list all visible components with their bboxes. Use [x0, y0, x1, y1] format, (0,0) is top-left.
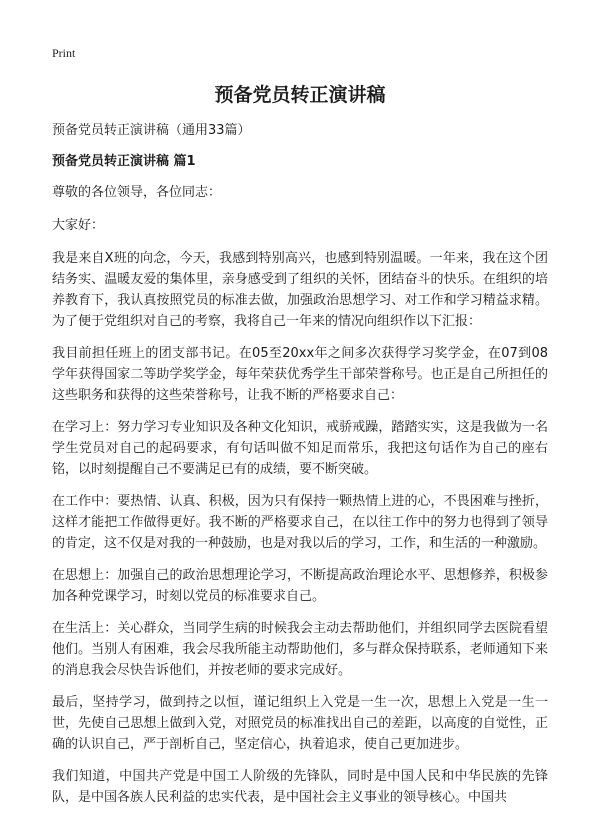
- paragraph: 我是来自X班的向念，今天，我感到特别高兴，也感到特别温暖。一年来，我在这个团结务实、温暖友爱的集体里，亲身感受到了组织的关怀，团结奋斗的快乐。在组织的培养教育下，我认真按照党员的标准去做，加强政治思想学习、对工作和学习精益求精。为了便于党组织对自己的考察，我将自己一年来的情况向组织作以下汇报：: [52, 251, 548, 329]
- paragraph: 在学习上：努力学习专业知识及各种文化知识，戒骄戒躁，踏踏实实，这是我做为一名学生党员对自己的起码要求，有句话叫做不知足而常乐，我把这句话作为自己的座右铭，以时刻提醒自己不要满足已有的成绩，要不断突破。: [52, 420, 548, 477]
- section-heading: 预备党员转正演讲稿 篇1: [52, 154, 196, 169]
- paragraph: 在思想上：加强自己的政治思想理论学习，不断提高政治理论水平、思想修养，积极参加各种党课学习，时刻以党员的标准要求自己。: [52, 568, 548, 604]
- paragraph: 我们知道，中国共产党是中国工人阶级的先锋队，同时是中国人民和中华民族的先锋队，是中国各族人民利益的忠实代表，是中国社会主义事业的领导核心。中国共: [52, 769, 548, 805]
- paragraph: 我目前担任班上的团支部书记。在05至20xx年之间多次获得学习奖学金，在07到08学年获得国家二等助学奖学金，每年荣获优秀学生干部荣誉称号。也正是自己所担任的这些职务和获得的这些荣誉称号，让我不断的严格要求自己：: [52, 346, 548, 403]
- print-link[interactable]: Print: [52, 46, 76, 60]
- document-subtitle: 预备党员转正演讲稿（通用33篇）: [52, 123, 251, 138]
- paragraph: 在生活上：关心群众，当同学生病的时候我会主动去帮助他们，并组织同学去医院看望他们。当别人有困难，我会尽我所能主动帮助他们，多与群众保持联系，老师通知下来的消息我会尽快告诉他们，并按老师的要求完成好。: [52, 621, 548, 678]
- paragraph: 在工作中：要热情、认真、积极，因为只有保持一颗热情上进的心，不畏困难与挫折，这样才能把工作做得更好。我不断的严格要求自己，在以往工作中的努力也得到了领导的肯定，这不仅是对我的一种鼓励，也是对我以后的学习，工作，和生活的一种激励。: [52, 494, 548, 551]
- page-title: 预备党员转正演讲稿: [214, 84, 386, 106]
- document-body: [52, 120, 548, 819]
- salutation: 尊敬的各位领导，各位同志：: [52, 185, 222, 200]
- greeting: 大家好：: [52, 218, 105, 233]
- paragraph: 最后，坚持学习，做到持之以恒，谨记组织上入党是一生一次，思想上入党是一生一世，先使自己思想上做到入党，对照党员的标准找出自己的差距，以高度的自觉性，正确的认识自己，严于剖析自己，坚定信心，执着追求，使自己更加进步。: [52, 695, 548, 752]
